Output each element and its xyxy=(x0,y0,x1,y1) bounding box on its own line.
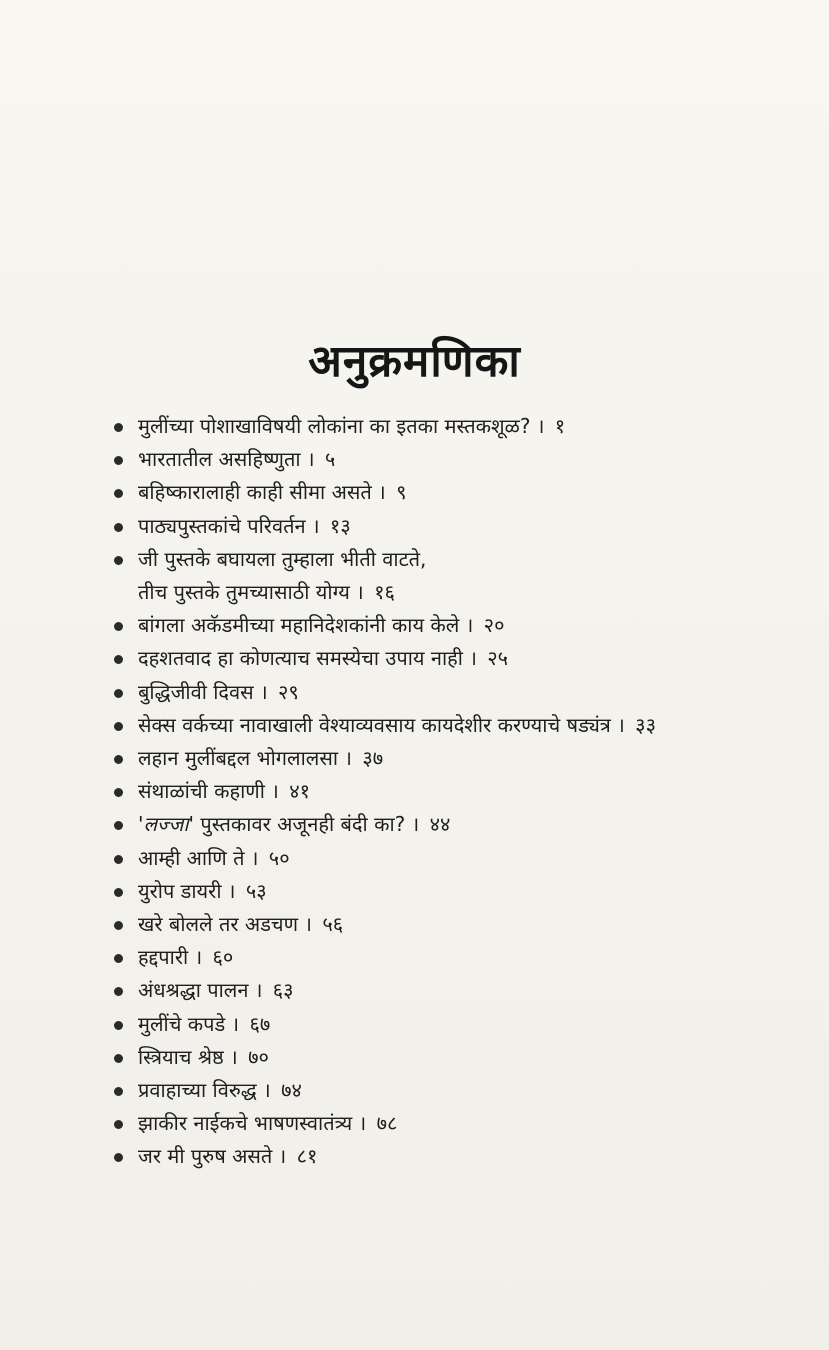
toc-entry-page: १६ xyxy=(374,580,395,605)
bullet-icon xyxy=(114,655,123,664)
toc-entry xyxy=(112,808,812,841)
bullet-icon xyxy=(114,755,123,764)
toc-entry-title: प्रवाहाच्या विरुद्ध xyxy=(138,1078,257,1103)
toc-entry xyxy=(112,476,812,509)
toc-entry xyxy=(112,642,812,675)
toc-separator: । xyxy=(536,414,545,438)
toc-entry-title-continued: तीच पुस्तके तुमच्यासाठी योग्य xyxy=(138,580,350,605)
toc-entry-page: ५ xyxy=(324,447,336,472)
bullet-icon xyxy=(114,888,123,897)
toc-entry xyxy=(112,410,812,443)
toc-entry-page: ७४ xyxy=(281,1078,302,1103)
toc-entry xyxy=(112,974,812,1007)
toc-entry-title: पाठ्यपुस्तकांचे परिवर्तन xyxy=(138,513,306,538)
toc-entry-page: १३ xyxy=(329,513,351,538)
bullet-icon xyxy=(114,1120,123,1129)
toc-entry xyxy=(112,775,812,808)
toc-separator: । xyxy=(306,447,315,472)
toc-entry-title: बहिष्कारालाही काही सीमा असते xyxy=(138,480,372,505)
toc-separator: । xyxy=(230,1044,238,1069)
toc-entry xyxy=(112,443,812,476)
toc-entry-page: ४४ xyxy=(429,812,451,837)
bullet-icon xyxy=(114,788,123,797)
bullet-icon xyxy=(114,523,123,532)
toc-separator: । xyxy=(469,646,477,671)
toc-entry-page: ४१ xyxy=(289,779,311,804)
toc-entry-page: ७० xyxy=(248,1044,269,1069)
toc-entry-page: ५३ xyxy=(245,878,267,903)
toc-entry-page: ३७ xyxy=(362,746,384,771)
toc-entry-title: युरोप डायरी xyxy=(138,878,222,903)
toc-entry-title: सेक्स वर्कच्या नावाखाली वेश्याव्यवसाय कायदेशीर करण्याचे षड्यंत्र xyxy=(138,712,611,737)
toc-entry-page: ६० xyxy=(212,945,234,970)
toc-entry-page: ३३ xyxy=(635,712,656,737)
toc-entry-title: जी पुस्तके बघायला तुम्हाला भीती वाटते, xyxy=(138,546,427,571)
toc-entry xyxy=(112,742,812,775)
page-title: अनुक्रमणिका xyxy=(308,336,521,388)
toc-entry xyxy=(112,1140,812,1173)
toc-entry-page: ८१ xyxy=(296,1144,318,1169)
toc-separator: । xyxy=(465,613,474,638)
toc-entry xyxy=(112,1008,812,1041)
toc-entry xyxy=(112,1107,812,1140)
toc-entry-title: हद्दपारी xyxy=(138,945,189,970)
toc-separator: । xyxy=(378,480,386,505)
toc-separator: । xyxy=(278,1144,287,1169)
bullet-icon xyxy=(114,622,123,631)
bullet-icon xyxy=(114,456,123,465)
bullet-icon xyxy=(114,722,123,731)
toc-entry xyxy=(112,842,812,875)
bullet-icon xyxy=(114,489,123,498)
toc-entry-page: ७८ xyxy=(376,1111,398,1136)
toc-entry-page: ५६ xyxy=(322,912,344,937)
bullet-icon xyxy=(114,921,123,930)
toc-entry xyxy=(112,676,812,709)
toc-entry-title: स्त्रियाच श्रेष्ठ xyxy=(138,1044,224,1069)
toc-entry-title: बांगला अकॅडमीच्या महानिदेशकांनी काय केले xyxy=(138,613,460,638)
toc-entry-page: ६३ xyxy=(272,978,294,1003)
toc-entry-title: मुलींच्या पोशाखाविषयी लोकांना का इतका मस्तकशूळ? xyxy=(138,414,531,438)
toc-entry-page: ९ xyxy=(396,480,407,505)
toc-entry-page: ६७ xyxy=(249,1011,271,1036)
toc-entry xyxy=(112,609,812,642)
toc-entry-title: दहशतवाद हा कोणत्याच समस्येचा उपाय नाही xyxy=(138,646,463,671)
toc-entry-title: जर मी पुरुष असते xyxy=(138,1144,273,1169)
toc-entry-quoted-title: 'लज्जा' xyxy=(138,812,195,837)
toc-entry-title: आम्ही आणि ते xyxy=(138,845,245,870)
table-of-contents xyxy=(112,410,812,1174)
bullet-icon xyxy=(114,855,123,864)
toc-separator: । xyxy=(271,779,279,804)
toc-entry-title: लहान मुलींबद्दल भोगलालसा xyxy=(138,746,339,771)
toc-entry-title: अंधश्रद्धा पालन xyxy=(138,978,249,1003)
bullet-icon xyxy=(114,987,123,996)
toc-entry-title: संथाळांची कहाणी xyxy=(138,779,265,804)
bullet-icon xyxy=(114,954,123,963)
toc-entry-title: भारतातील असहिष्णुता xyxy=(138,447,301,472)
toc-entry-page: २५ xyxy=(487,646,509,671)
toc-separator: । xyxy=(254,978,263,1003)
toc-entry-page: ५० xyxy=(268,845,290,870)
toc-entry xyxy=(112,709,812,742)
toc-entry-page: २० xyxy=(483,613,505,638)
toc-entry-title: खरे बोलले तर अडचण xyxy=(138,912,299,937)
toc-entry-page: १ xyxy=(554,414,566,438)
toc-separator: । xyxy=(263,1078,271,1103)
toc-separator: । xyxy=(227,878,236,903)
toc-entry-title: पुस्तकावर अजूनही बंदी का? xyxy=(200,812,406,837)
toc-entry-title: झाकीर नाईकचे भाषणस्वातंत्र्य xyxy=(138,1111,353,1136)
toc-entry xyxy=(112,1041,812,1074)
toc-separator: । xyxy=(250,845,259,870)
toc-entry-title: मुलींचे कपडे xyxy=(138,1011,226,1036)
toc-separator: । xyxy=(194,945,203,970)
toc-entry-title: बुद्धिजीवी दिवस xyxy=(138,679,254,704)
bullet-icon xyxy=(114,1153,123,1162)
toc-entry-page: २९ xyxy=(278,679,299,704)
toc-separator: । xyxy=(344,746,352,771)
toc-entry xyxy=(112,510,812,543)
bullet-icon xyxy=(114,689,123,698)
toc-separator: । xyxy=(358,1111,367,1136)
toc-entry xyxy=(112,1074,812,1107)
bullet-icon xyxy=(114,1054,123,1063)
toc-entry xyxy=(112,875,812,908)
toc-separator: । xyxy=(260,679,268,704)
bullet-icon xyxy=(114,1087,123,1096)
toc-separator: । xyxy=(356,580,364,605)
bullet-icon xyxy=(114,423,123,432)
bullet-icon xyxy=(114,821,123,830)
toc-entry xyxy=(112,941,812,974)
toc-separator: । xyxy=(617,712,625,737)
toc-separator: । xyxy=(231,1011,240,1036)
bullet-icon xyxy=(114,556,123,565)
toc-entry xyxy=(112,908,812,941)
toc-entry xyxy=(112,543,812,609)
toc-separator: । xyxy=(411,812,420,837)
bullet-icon xyxy=(114,1021,123,1030)
toc-separator: । xyxy=(311,513,320,538)
toc-separator: । xyxy=(304,912,313,937)
